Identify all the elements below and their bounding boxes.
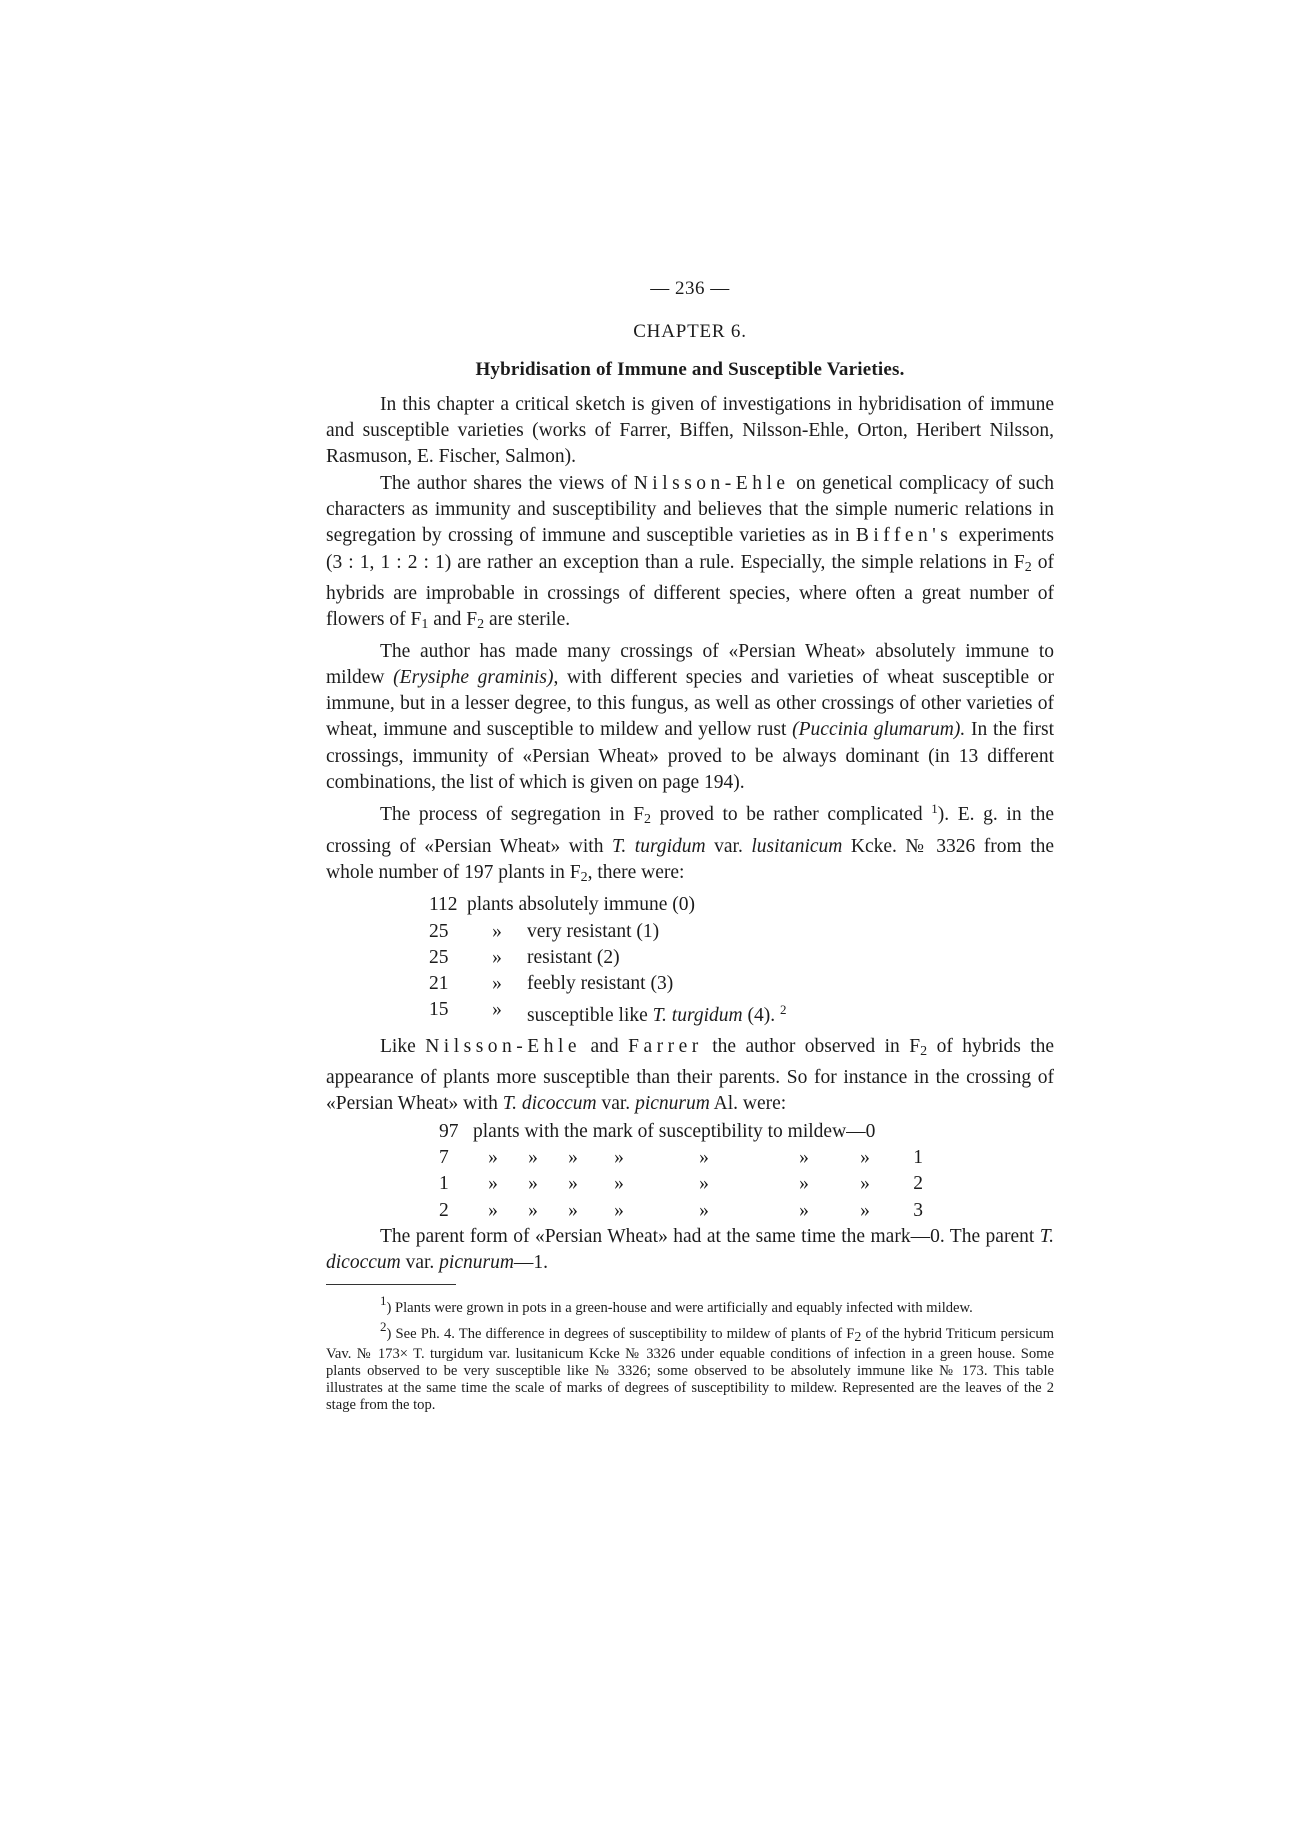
paragraph-susceptibility: Like Nilsson-Ehle and Farrer the author observed in F2 of hybrids the appearance of plants more susceptible than their parents. So for instance in the crossing of «Persian Wheat» with T. dicoccum var. picnurum Al. were: [326,1035,1055,1115]
page-number: — 236 — [650,278,730,299]
species-name: T. turgidum [612,835,706,857]
susceptibility-mark: 3 [913,1199,923,1221]
ditto-mark: » [492,946,502,968]
plant-description: very resistant (1) [527,920,660,942]
footnote-marker: 1 [380,1293,387,1309]
susceptibility-list [439,1119,923,1224]
variety-name: picnurum [635,1093,710,1115]
ditto-mark: » [699,1146,709,1168]
author-name: Farrer [628,1035,703,1057]
plant-count: 15 [429,999,449,1021]
ditto-mark: » [488,1146,498,1168]
plant-description: susceptible like T. turgidum (4). $^2$ [527,1002,787,1027]
ditto-mark: » [492,999,502,1021]
paragraph-genetics: The author shares the views of Nilsson-Ehle on genetical complicacy of such characters as immunity and susceptibility and believes that the simple numeric relations in segregation by crossing of immune and susceptible varieties as in Biffen's experiments (3 : 1, 1 : 2 : 1) are rather an exception than a rule. Especially, the simple relations in F2 of hybrids are improbable in crossings of different species, where often a great number of flowers of F1 and F2 are sterile. [326,472,1055,633]
ditto-mark: » [699,1199,709,1221]
plant-count: 2 [439,1199,449,1221]
footnote-marker: 2 [380,1318,387,1334]
ditto-mark: » [492,920,502,942]
footnote-1: 1) Plants were grown in pots in a green-house and were artificially and equably infected with mildew. [380,1293,973,1317]
ditto-mark: » [488,1199,498,1221]
variety-name: lusitanicum [751,835,843,857]
footnote-divider [326,1284,456,1285]
footnote-2: 2) See Ph. 4. The difference in degrees of susceptibility to mildew of plants of F2 of the hybrid Triticum persicum Vav. № 173× T. turgidum var. lusitanicum Kcke № 3326 under equable conditions of infection in a green house. Some plants observed to be very susceptible like № 3326; some observed to be absolutely immune like № 173. This table illustrates at the same time the scale of marks of degrees of susceptibility to mildew. Represented are the leaves of the 2 stage from the top. [326,1318,1054,1414]
ditto-mark: » [860,1199,870,1221]
plant-count: 7 [439,1146,449,1168]
paragraph-crossings: The author has made many crossings of «Persian Wheat» absolutely immune to mildew (Erysiphe graminis), with different species and varieties of wheat susceptible or immune, but in a lesser degree, to this fungus, as well as other crossings of other varieties of wheat, immune and susceptible to mildew and yellow rust (Puccinia glumarum). In the first crossings, immunity of «Persian Wheat» proved to be always dominant (in 13 different combinations, the list of which is given on page 194). [326,640,1055,794]
variety-name: picnurum [439,1252,514,1274]
ditto-mark: » [528,1199,538,1221]
footnotes [326,1292,1054,1414]
susceptibility-mark: 2 [913,1173,923,1195]
ditto-mark: » [568,1199,578,1221]
list-item [439,1171,923,1197]
ditto-mark: » [614,1199,624,1221]
susceptibility-mark: 1 [913,1146,923,1168]
paragraph-intro: In this chapter a critical sketch is given of investigations in hybridisation of immune and susceptible varieties (works of Farrer, Biffen, Nilsson-Ehle, Orton, Heribert Nilsson, Rasmuson, E. Fischer, Salmon). [326,393,1054,468]
list-item [429,971,786,997]
species-name: T. dicoccum [502,1093,597,1115]
author-name: Biffen's [855,525,953,547]
species-name: T. turgidum [652,1005,743,1027]
ditto-mark: » [614,1173,624,1195]
list-item [429,919,786,945]
section-title: Hybridisation of Immune and Susceptible Varieties. [475,358,905,380]
species-name: (Erysiphe graminis) [393,666,554,688]
ditto-mark: » [799,1173,809,1195]
list-item [439,1145,923,1171]
footnote-ref: 1 [931,801,938,817]
ditto-mark: » [860,1146,870,1168]
list-item [429,892,786,918]
list-item [429,997,786,1029]
author-name: Nilsson-Ehle [425,1035,582,1057]
ditto-mark: » [799,1146,809,1168]
list-item [439,1198,923,1224]
ditto-mark: » [492,973,502,995]
chapter-heading: CHAPTER 6. [633,321,747,343]
footnote-ref: 2 [779,1002,787,1018]
plant-count: 21 [429,973,449,995]
plant-count: 97 [439,1120,459,1142]
ditto-mark: » [528,1173,538,1195]
ditto-mark: » [614,1146,624,1168]
ditto-mark: » [488,1173,498,1195]
ditto-mark: » [699,1173,709,1195]
segregation-list [429,892,786,1029]
plant-count: 1 [439,1173,449,1195]
plant-count: 25 [429,946,449,968]
plant-description: plants absolutely immune (0) [467,894,696,916]
plant-description: plants with the mark of susceptibility to mildew—0 [473,1120,876,1142]
species-name: (Puccinia glumarum). [792,719,966,741]
list-item [439,1119,923,1145]
ditto-mark: » [528,1146,538,1168]
list-item [429,945,786,971]
ditto-mark: » [568,1146,578,1168]
plant-description: resistant (2) [527,946,620,968]
plant-count: 25 [429,920,449,942]
paragraph-segregation: The process of segregation in F2 proved to be rather complicated $^1$). E. g. in the crossing of «Persian Wheat» with T. turgidum var. lusitanicum Kcke. № 3326 from the whole number of 197 plants in F2, there were: [326,801,1055,885]
plant-count: 112 [429,894,458,916]
document-page [326,276,1054,1415]
paragraph-parents: The parent form of «Persian Wheat» had at the same time the mark—0. The parent T. dicoccum var. picnurum—1. [326,1225,1054,1274]
author-name: Nilsson-Ehle [633,472,790,494]
ditto-mark: » [568,1173,578,1195]
species-name: T. dicoccum [326,1225,1054,1274]
plant-description: feebly resistant (3) [527,973,674,995]
ditto-mark: » [860,1173,870,1195]
ditto-mark: » [799,1199,809,1221]
